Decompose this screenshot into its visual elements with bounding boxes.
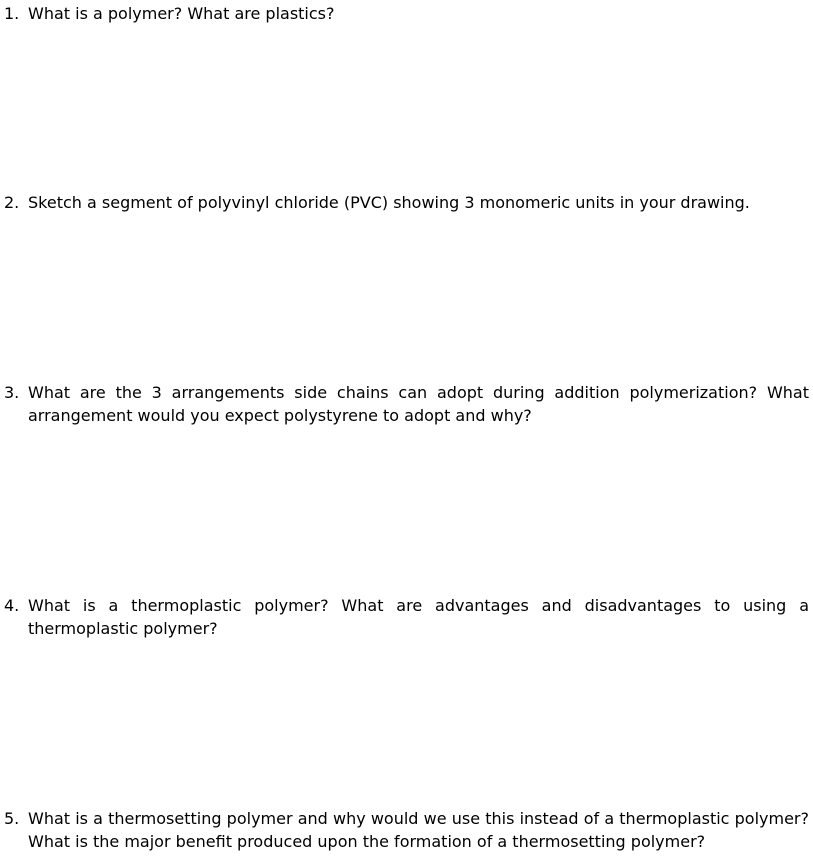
question-4 <box>4 594 809 640</box>
question-number: 4. <box>4 596 20 615</box>
question-text: What is a thermosetting polymer and why would we use this instead of a thermoplastic polymer? What is the major benefit produced upon the formation of a thermosetting polymer? <box>28 809 809 851</box>
question-text: What is a polymer? What are plastics? <box>28 4 335 23</box>
question-text: Sketch a segment of polyvinyl chloride (PVC) showing 3 monomeric units in your drawing. <box>28 193 750 212</box>
question-number: 1. <box>4 4 20 23</box>
question-text: What is a thermoplastic polymer? What are advantages and disadvantages to using a thermoplastic polymer? <box>28 596 809 638</box>
question-1 <box>4 2 809 25</box>
question-number: 5. <box>4 809 20 828</box>
question-3 <box>4 381 809 427</box>
question-5 <box>4 807 809 853</box>
question-text: What are the 3 arrangements side chains can adopt during addition polymerization? What arrangement would you expect polystyrene to adopt and why? <box>28 383 809 425</box>
question-number: 3. <box>4 383 20 402</box>
question-number: 2. <box>4 193 20 212</box>
question-2 <box>4 191 809 214</box>
